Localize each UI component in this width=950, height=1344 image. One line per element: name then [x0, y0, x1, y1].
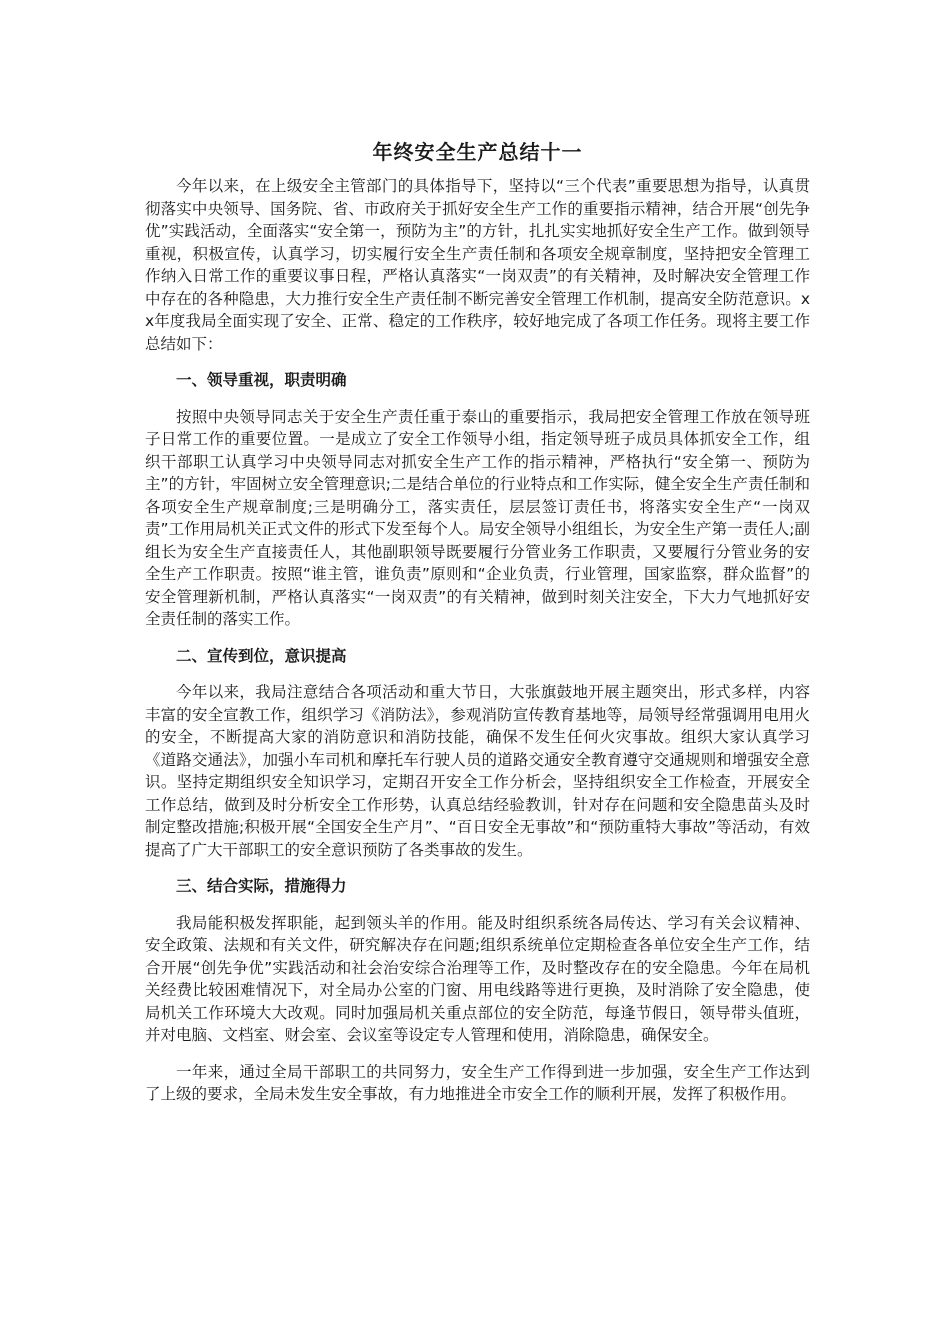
section-paragraph: 我局能积极发挥职能，起到领头羊的作用。能及时组织系统各局传达、学习有关会议精神、安全政策、法规和有关文件，研究解决存在问题;组织系统单位定期检查各单位安全生产工作，结合开展“创先争优”实践活动和社会治安综合治理等工作，及时整改存在的安全隐患。今年在局机关经费比较困难情况下，对全局办公室的门窗、用电线路等进行更换，及时消除了安全隐患，使局机关工作环境大大改观。同时加强局机关重点部位的安全防范，每逢节假日，领导带头值班，并对电脑、文档室、财会室、会议室等设定专人管理和使用，消除隐患，确保安全。: [145, 913, 810, 1044]
intro-paragraph: 今年以来，在上级安全主管部门的具体指导下，坚持以“三个代表”重要思想为指导，认真贯彻落实中央领导、国务院、省、市政府关于抓好安全生产工作的重要指示精神，结合开展“创先争优”实践活动，全面落实“安全第一，预防为主”的方针，扎扎实实地抓好安全生产工作。做到领导重视，积极宣传，认真学习，切实履行安全生产责任制和各项安全规章制度，坚持把安全管理工作纳入日常工作的重要议事日程，严格认真落实“一岗双责”的有关精神，及时解决安全管理工作中存在的各种隐患，大力推行安全生产责任制不断完善安全管理工作机制，提高安全防范意识。xx年度我局全面实现了安全、正常、稳定的工作秩序，较好地完成了各项工作任务。现将主要工作总结如下：: [145, 177, 810, 353]
section-paragraph: 今年以来，我局注意结合各项活动和重大节日，大张旗鼓地开展主题突出，形式多样，内容丰富的安全宣教工作，组织学习《消防法》，参观消防宣传教育基地等，局领导经常强调用电用火的安全，不断提高大家的消防意识和消防技能，确保不发生任何火灾事故。组织大家认真学习《道路交通法》，加强小车司机和摩托车行驶人员的道路交通安全教育遵守交通规则和增强安全意识。坚持定期组织安全知识学习，定期召开安全工作分析会，坚持组织安全工作检查，开展安全工作总结，做到及时分析安全工作形势，认真总结经验教训，针对存在问题和安全隐患苗头及时制定整改措施;积极开展“全国安全生产月”、“百日安全无事故”和“预防重特大事故”等活动，有效提高了广大干部职工的安全意识预防了各类事故的发生。: [145, 683, 810, 859]
section-1: [145, 369, 810, 631]
section-heading: 二、宣传到位，意识提高: [176, 646, 347, 665]
closing-paragraph: 一年来，通过全局干部职工的共同努力，安全生产工作得到进一步加强，安全生产工作达到了上级的要求，全局未发生安全事故，有力地推进全市安全工作的顺利开展，发挥了积极作用。: [145, 1062, 810, 1103]
document-title: 年终安全生产总结十一: [372, 140, 583, 164]
section-paragraph: 按照中央领导同志关于安全生产责任重于泰山的重要指示，我局把安全管理工作放在领导班子日常工作的重要位置。一是成立了安全工作领导小组，指定领导班子成员具体抓安全工作，组织干部职工认真学习中央领导同志对抓安全生产工作的指示精神，严格执行“安全第一、预防为主”的方针，牢固树立安全管理意识;二是结合单位的行业特点和工作实际，健全安全生产责任制和各项安全生产规章制度;三是明确分工，落实责任，层层签订责任书，将落实安全生产“一岗双责”工作用局机关正式文件的形式下发至每个人。局安全领导小组组长，为安全生产第一责任人;副组长为安全生产直接责任人，其他副职领导既要履行分管业务工作职责，又要履行分管业务的安全生产工作职责。按照“谁主管，谁负责”原则和“企业负责，行业管理，国家监察，群众监督”的安全管理新机制，严格认真落实“一岗双责”的有关精神，做到时刻关注安全，下大力气地抓好安全责任制的落实工作。: [145, 407, 810, 628]
document-body: [145, 137, 810, 1106]
section-2: [145, 645, 810, 862]
section-heading: 三、结合实际，措施得力: [176, 877, 347, 895]
section-3: [145, 875, 810, 1047]
section-heading: 一、领导重视，职责明确: [176, 371, 347, 389]
